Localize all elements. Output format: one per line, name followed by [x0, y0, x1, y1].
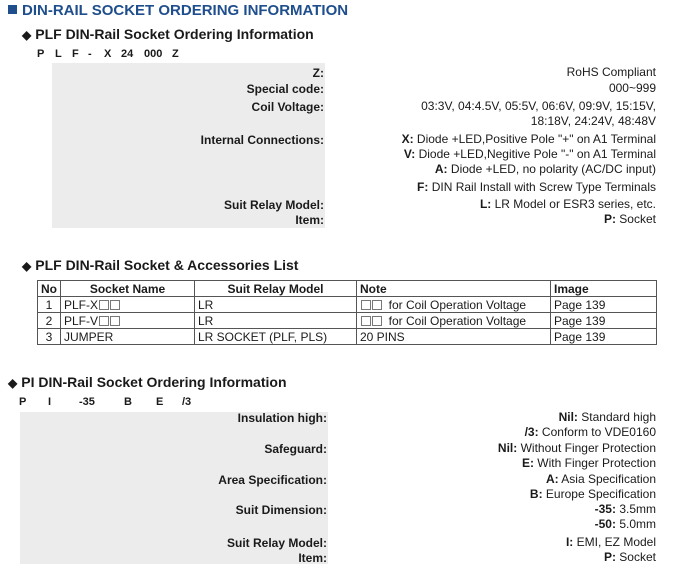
placeholder-box-icon [372, 316, 382, 326]
cell-socket-name: PLF-V [61, 313, 195, 329]
field-value [480, 197, 656, 212]
field-label: Z: [312, 66, 324, 80]
accessories-table [37, 280, 657, 345]
value-code: B: [529, 487, 543, 501]
value-line: -35: 3.5mm [594, 502, 656, 516]
code-char: 24 [121, 48, 134, 60]
cell-image: Page 139 [551, 329, 657, 345]
code-char: B [124, 396, 132, 408]
value-line: P: Socket [603, 550, 656, 564]
square-bullet-icon [8, 5, 17, 14]
cell-suit-relay-model: LR [195, 313, 357, 329]
value-code: P: [603, 550, 616, 564]
code-char: E [156, 396, 164, 408]
value-code: L: [479, 197, 492, 211]
value-line: V: Diode +LED,Negitive Pole "-" on A1 Terminal [403, 147, 656, 161]
code-char: 000 [144, 48, 163, 60]
value-line: B: Europe Specification [529, 487, 656, 501]
value-code: -35: [594, 502, 616, 516]
value-code: E: [521, 456, 534, 470]
table-row [38, 297, 657, 313]
value-line: E: With Finger Protection [521, 456, 656, 470]
value-code: /3: [524, 425, 539, 439]
field-value [530, 472, 656, 502]
placeholder-box-icon [110, 300, 120, 310]
main-title: DIN-RAIL SOCKET ORDERING INFORMATION [8, 2, 348, 19]
cell-note: for Coil Operation Voltage [357, 313, 551, 329]
cell-note: for Coil Operation Voltage [357, 297, 551, 313]
cell-suit-relay-model: LR SOCKET (PLF, PLS) [195, 329, 357, 345]
col-header-no: No [38, 281, 61, 297]
col-header-socket-name: Socket Name [61, 281, 195, 297]
value-line: A: Diode +LED, no polarity (AC/DC input) [434, 162, 656, 176]
value-code: -50: [594, 517, 616, 531]
field-label: Suit Relay Model: [223, 198, 324, 212]
table-header-row [38, 281, 657, 297]
cell-no: 1 [38, 297, 61, 313]
field-value [604, 550, 656, 565]
value-line: 18:18V, 24:24V, 48:48V [530, 114, 656, 128]
cell-no: 3 [38, 329, 61, 345]
field-label: Suit Relay Model: [226, 536, 327, 550]
field-value [609, 81, 656, 96]
value-line: -50: 5.0mm [594, 517, 656, 531]
placeholder-box-icon [372, 300, 382, 310]
col-header-note: Note [357, 281, 551, 297]
diamond-bullet-icon: ◆ [22, 259, 32, 273]
field-value [402, 132, 656, 177]
col-header-image: Image [551, 281, 657, 297]
section-plf-ordering-title: ◆ PLF DIN-Rail Socket Ordering Information [22, 26, 314, 42]
cell-image: Page 139 [551, 313, 657, 329]
cell-socket-name: PLF-X [61, 297, 195, 313]
field-label: Item: [298, 551, 327, 565]
field-label: Item: [295, 213, 324, 227]
field-label: Special code: [246, 82, 324, 96]
field-value [417, 180, 656, 195]
table-row [38, 329, 657, 345]
cell-note: 20 PINS [357, 329, 551, 345]
value-line: P: Socket [603, 212, 656, 226]
placeholder-box-icon [361, 300, 371, 310]
value-code: A: [545, 472, 559, 486]
cell-socket-name: JUMPER [61, 329, 195, 345]
value-line: I: EMI, EZ Model [565, 535, 656, 549]
field-value [525, 410, 656, 440]
value-code: Nil: [497, 441, 518, 455]
code-char: L [55, 48, 62, 60]
value-code: A: [434, 162, 448, 176]
field-label: Safeguard: [264, 442, 327, 456]
cell-image: Page 139 [551, 297, 657, 313]
field-value [604, 212, 656, 227]
cell-suit-relay-model: LR [195, 297, 357, 313]
code-char: - [88, 48, 92, 60]
field-label: Coil Voltage: [251, 100, 324, 114]
code-char: P [37, 48, 45, 60]
field-value [566, 535, 656, 550]
code-char: I [48, 396, 52, 408]
code-char: -35 [79, 396, 95, 408]
placeholder-box-icon [99, 300, 109, 310]
value-code: I: [565, 535, 574, 549]
value-line: RoHS Compliant [566, 65, 656, 79]
placeholder-box-icon [361, 316, 371, 326]
code-char: /3 [182, 396, 192, 408]
value-code: Nil: [558, 410, 578, 424]
field-value [567, 65, 656, 80]
table-row [38, 313, 657, 329]
placeholder-box-icon [110, 316, 120, 326]
field-label: Internal Connections: [200, 133, 324, 147]
value-line: A: Asia Specification [545, 472, 656, 486]
code-char: P [19, 396, 27, 408]
diamond-bullet-icon: ◆ [8, 376, 18, 390]
code-char: Z [172, 48, 179, 60]
field-label: Suit Dimension: [235, 503, 327, 517]
value-line: L: LR Model or ESR3 series, etc. [479, 197, 656, 211]
value-line: 000~999 [608, 81, 656, 95]
cell-no: 2 [38, 313, 61, 329]
code-char: F [72, 48, 79, 60]
value-line: F: DIN Rail Install with Screw Type Terminals [417, 180, 656, 194]
code-char: X [104, 48, 112, 60]
value-line: 03:3V, 04:4.5V, 05:5V, 06:6V, 09:9V, 15:15V, [421, 99, 656, 113]
diamond-bullet-icon: ◆ [22, 28, 32, 42]
value-line: /3: Conform to VDE0160 [524, 425, 656, 439]
col-header-suit-relay-model: Suit Relay Model [195, 281, 357, 297]
value-code: F: [417, 180, 429, 194]
placeholder-box-icon [99, 316, 109, 326]
value-line: Nil: Without Finger Protection [497, 441, 656, 455]
value-code: P: [603, 212, 616, 226]
field-value [595, 502, 656, 532]
value-code: X: [401, 132, 414, 146]
section-pi-ordering-title: ◆ PI DIN-Rail Socket Ordering Information [8, 374, 287, 390]
field-value [421, 99, 656, 129]
field-label: Insulation high: [237, 411, 327, 425]
field-label: Area Specification: [218, 473, 327, 487]
field-value [498, 441, 656, 471]
value-code: V: [403, 147, 416, 161]
value-line: Nil: Standard high [558, 410, 656, 424]
section-accessories-title: ◆ PLF DIN-Rail Socket & Accessories List [22, 257, 299, 273]
value-line: X: Diode +LED,Positive Pole "+" on A1 Terminal [401, 132, 656, 146]
